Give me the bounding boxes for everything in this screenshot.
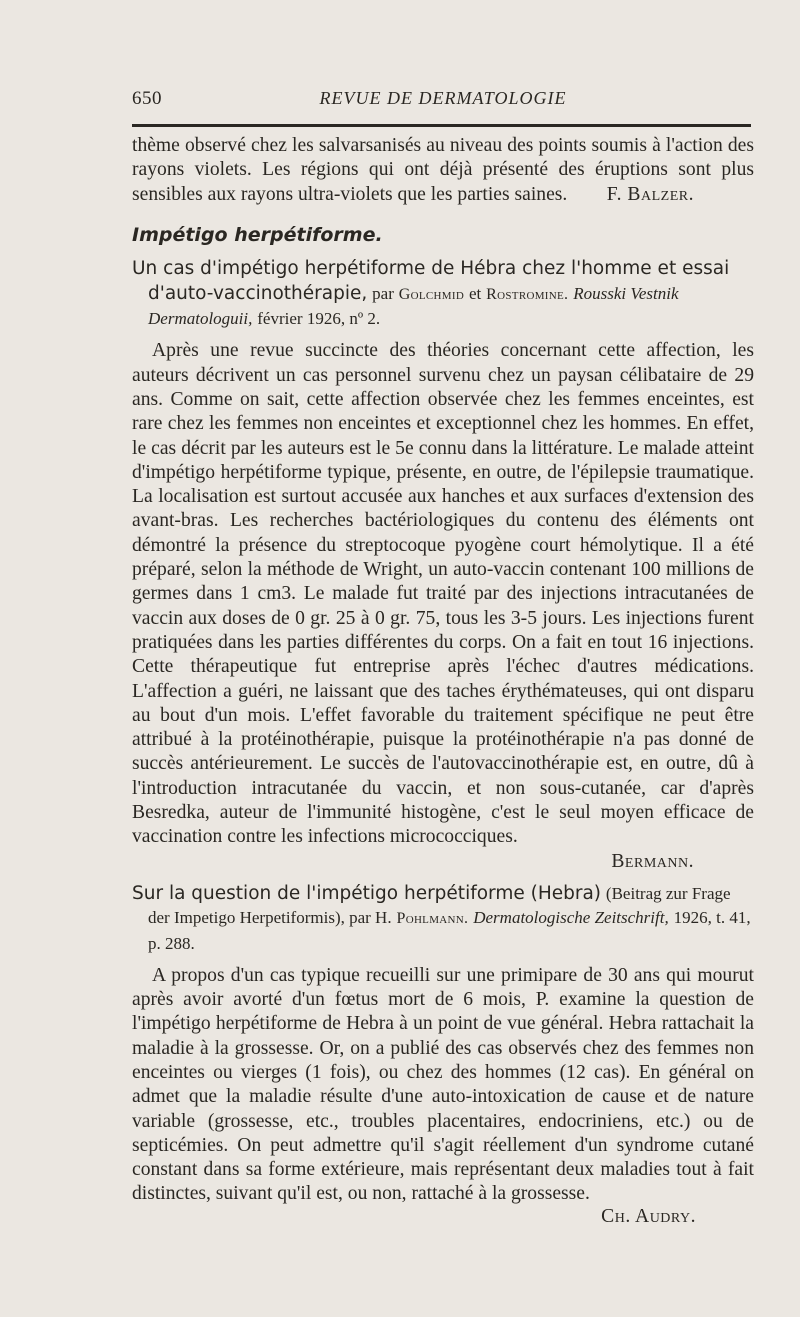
paragraph-continuation: thème observé chez les salvarsanisés au niveau des points soumis à l'action des rayons violets. Les régions qui ont déjà présenté des éruptions sont plus sensibles aux rayons ultra-violets que les parties saines. — [132, 135, 754, 205]
entry-2-date: 1926, t. 41, p. 288. — [148, 908, 751, 953]
section-heading: Impétigo herpétiforme. — [132, 224, 383, 247]
signature-audry: Ch. Audry. — [601, 1205, 696, 1227]
signature-bermann: Bermann. — [611, 850, 694, 872]
abstract-paragraph-2: A propos d'un cas typique recueilli sur une primipare de 30 ans qui mourut après avoir avorté d'un fœtus mort de 6 mois, P. examine la question de l'impétigo herpétiforme de Hebra à un point de vue général. Hebra rattachait la maladie à la grossesse. Or, on a publié des cas observés chez des femmes non enceintes ou vierges (1 fois), ou chez des hommes (12 cas). En général on admet que la maladie résulte d'une auto-intoxication de cause et de nature variable (grossesse, etc., troubles placentaires, endocriniens, etc.) ou de septicémies. On peut admettre qu'il s'agit réellement d'un syndrome cutané constant dans sa forme extérieure, mais représentant deux maladies tout à fait distinctes, suivant qu'il est, ou non, rattaché à la grossesse. — [132, 964, 754, 1205]
bibliographic-entry-1: Un cas d'impétigo herpétiforme de Hébra chez l'homme et essai d'auto-vaccinothérapie, par Golchmid et Rostromine. Rousski Vestnik Dermatologuii, février 1926, nº 2. — [132, 258, 730, 329]
page-number: 650 — [132, 88, 162, 109]
signature-balzer: F. Balzer. — [606, 183, 694, 205]
entry-1-title: Un cas d'impétigo herpétiforme de Hébra chez l'homme et essai d'auto-vaccinothérapie, — [132, 258, 730, 304]
bibliographic-entry-2: Sur la question de l'impétigo herpétiforme (Hebra) (Beitrag zur Frage der Impetigo Herpetiformis), par H. Pohlmann. Dermatologische Zeitschrift, 1926, t. 41, p. 288. — [132, 882, 751, 953]
entry-2-title: Sur la question de l'impétigo herpétiforme (Hebra) — [132, 882, 602, 904]
abstract-paragraph-1: Après une revue succincte des théories concernant cette affection, les auteurs décrivent un cas personnel survenu chez un paysan célibataire de 29 ans. Comme on sait, cette affection observée chez les femmes enceintes, est rare chez les femmes non enceintes et exceptionnel chez les hommes. En effet, le cas décrit par les auteurs est le 5e connu dans la littérature. Le malade atteint d'impétigo herpétiforme typique, présente, en outre, de l'épilepsie traumatique. La localisation est surtout accusée aux hanches et aux surfaces d'extension des avant-bras. Les recherches bactériologiques du contenu des éléments ont démontré la présence du streptocoque pyogène court hémolytique. Il a été préparé, selon la méthode de Wright, un auto-vaccin contenant 100 millions de germes dans 1 cm3. Le malade fut traité par des injections intracutanées de vaccin aux doses de 0 gr. 25 à 0 gr. 75, tous les 3-5 jours. Les injections furent pratiquées dans les parties différentes du corps. On a fait en tout 16 injections. Cette thérapeutique fut entreprise après l'échec d'autres médications. L'affection a guéri, ne laissant que des taches érythémateuses, qui ont disparu au bout d'un mois. L'effet favorable du traitement spécifique ne peut être attribué à la protéinothérapie, puisque la protéinothérapie n'a pas donné de succès antérieurement. Le succès de l'autovaccinothérapie est, en outre, dû à l'introduction intracutanée du vaccin, et non sous-cutanée, car d'après Besredka, auteur de l'immunité histogène, c'est le seul moyen efficace de vaccination contre les infections micrococciques. — [132, 340, 754, 848]
running-title: REVUE DE DERMATOLOGIE — [319, 88, 567, 108]
header-rule — [132, 124, 751, 127]
entry-2-author: Pohlmann. — [396, 910, 469, 928]
entry-1-journal: Rousski Vestnik Dermatologuii, — [148, 283, 679, 329]
entry-1-author-2: Rostromine. — [486, 285, 569, 303]
entry-1-author-1: Golchmid — [398, 285, 465, 303]
page-header — [132, 88, 754, 116]
article-body — [132, 134, 754, 1229]
entry-1-date: février 1926, nº 2. — [257, 309, 381, 329]
entry-2-journal: Dermatologische Zeitschrift, — [473, 908, 669, 928]
